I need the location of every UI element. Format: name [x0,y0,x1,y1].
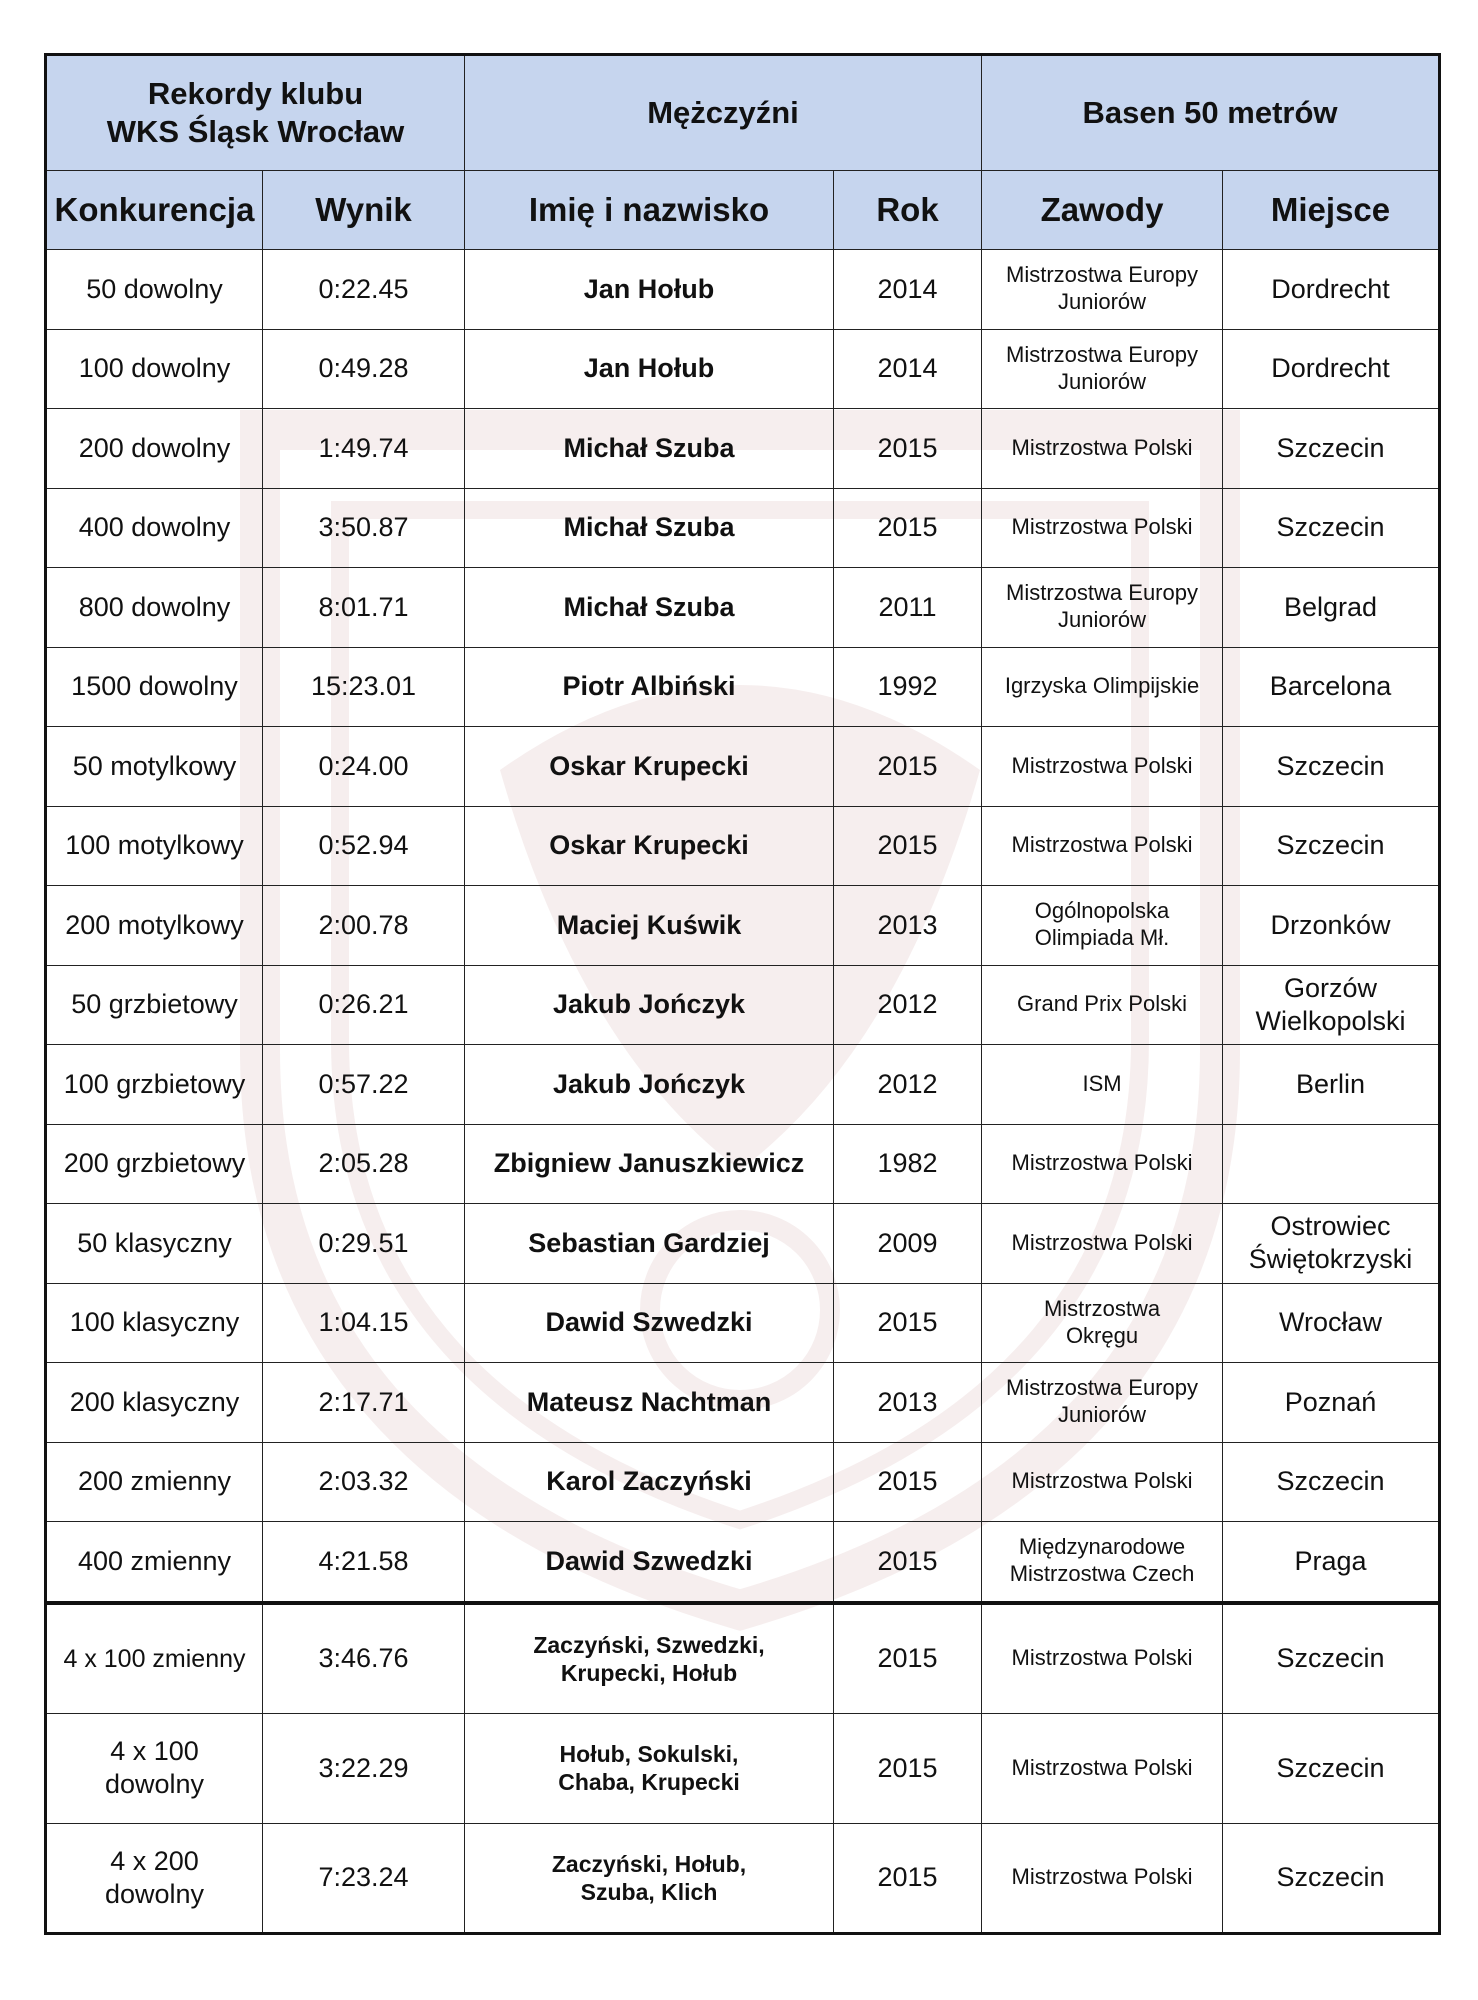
competition-cell-text: Juniorów [1057,368,1147,394]
event-cell [46,1522,263,1603]
year-cell [834,806,982,886]
relay-place-cell-text: Szczecin [1276,1752,1385,1783]
year-cell [834,1522,982,1603]
competition-cell-text: Grand Prix Polski [1017,991,1187,1017]
year-cell [834,1442,982,1522]
year-cell-text: 2015 [877,1466,938,1497]
name-cell-text: Jakub Jończyk [552,989,746,1020]
relay-place-cell [1223,1823,1440,1934]
place-cell [1223,250,1440,330]
event-cell-text: 400 dowolny [78,512,231,543]
event-cell-text: 100 grzbietowy [63,1068,246,1099]
place-cell [1223,727,1440,807]
place-cell [1223,886,1440,966]
club-title-line1: Rekordy klubu [147,76,364,112]
time-cell [263,1363,465,1443]
column-header-row [46,171,1440,250]
name-cell [465,727,834,807]
year-cell [834,1045,982,1125]
table-row [46,1045,1440,1125]
place-cell-text: Szczecin [1276,830,1385,861]
event-cell [46,886,263,966]
table-row [46,965,1440,1045]
competition-cell-text: Olimpiada Mł. [1034,925,1170,951]
time-cell-text: 1:04.15 [318,1307,409,1338]
event-cell [46,568,263,648]
event-cell-text: 400 zmienny [77,1545,232,1576]
competition-cell [982,965,1223,1045]
time-cell-text: 15:23.01 [310,671,417,702]
year-cell [834,965,982,1045]
relay-competition-cell [982,1714,1223,1824]
competition-cell-text: Mistrzostwa Europy [1006,1375,1198,1401]
time-cell [263,1283,465,1363]
place-cell-text: Berlin [1296,1068,1366,1099]
year-cell [834,1204,982,1284]
relay-year-cell [834,1823,982,1934]
club-title-line2: WKS Śląsk Wrocław [106,114,405,149]
competition-cell-text: Mistrzostwa Polski [1011,832,1193,858]
relay-year-cell [834,1603,982,1714]
year-cell-text: 2015 [877,512,938,543]
name-cell [465,329,834,409]
time-cell-text: 0:49.28 [318,353,409,384]
year-cell [834,568,982,648]
name-cell-text: Sebastian Gardziej [528,1227,770,1258]
relay-event-cell-text: 4 x 100 zmienny [63,1644,246,1673]
place-cell [1223,1522,1440,1603]
place-cell-text: Belgrad [1283,591,1378,622]
year-cell-text: 2012 [877,989,938,1020]
competition-cell-text: ISM [1082,1070,1122,1096]
event-cell [46,1124,263,1204]
time-cell [263,1522,465,1603]
name-cell [465,965,834,1045]
relay-event-cell-text: dowolny [104,1878,205,1909]
relay-row [46,1714,1440,1824]
place-cell-text: Poznań [1284,1386,1377,1417]
event-cell-text: 200 klasyczny [69,1386,240,1417]
event-cell-text: 50 klasyczny [77,1227,232,1258]
relay-names-cell-text: Szuba, Klich [580,1878,718,1905]
time-cell-text: 2:03.32 [318,1466,409,1497]
relay-year-cell [834,1714,982,1824]
relay-competition-cell-text: Mistrzostwa Polski [1011,1754,1193,1780]
competition-cell-text: Mistrzostwa Polski [1011,752,1193,778]
event-cell [46,1442,263,1522]
competition-cell [982,806,1223,886]
event-cell [46,250,263,330]
year-cell-text: 2015 [877,1307,938,1338]
time-cell-text: 1:49.74 [318,432,409,463]
time-cell [263,329,465,409]
name-cell [465,886,834,966]
name-cell-text: Maciej Kuświk [556,909,742,940]
relay-event-cell-text: dowolny [104,1769,205,1800]
relay-event-cell [46,1603,263,1714]
time-cell [263,1204,465,1284]
event-cell-text: 100 motylkowy [65,830,244,861]
competition-cell [982,1204,1223,1284]
relay-year-cell-text: 2015 [877,1862,938,1893]
competition-cell [982,1124,1223,1204]
time-cell-text: 0:24.00 [318,750,409,781]
table-row [46,1522,1440,1603]
year-cell [834,409,982,489]
place-cell [1223,1045,1440,1125]
time-cell-text: 3:50.87 [318,512,409,543]
relay-names-cell-text: Zaczyński, Szwedzki, [533,1631,765,1658]
column-header-event: Konkurencja [46,171,263,250]
competition-cell [982,1283,1223,1363]
name-cell-text: Michał Szuba [563,591,735,622]
place-cell [1223,965,1440,1045]
time-cell-text: 8:01.71 [318,591,409,622]
time-cell-text: 0:22.45 [318,273,409,304]
competition-cell [982,1442,1223,1522]
table-row [46,1442,1440,1522]
event-cell [46,1045,263,1125]
relay-names-cell-text: Chaba, Krupecki [558,1769,740,1796]
relay-place-cell [1223,1714,1440,1824]
relay-event-cell-text: 4 x 200 [110,1845,199,1876]
table-row [46,568,1440,648]
relay-time-cell-text: 3:46.76 [318,1643,409,1674]
name-cell-text: Dawid Szwedzki [545,1307,753,1338]
place-cell-text: Dordrecht [1271,273,1390,304]
table-row [46,409,1440,489]
event-cell-text: 800 dowolny [78,591,231,622]
competition-cell [982,647,1223,727]
relay-place-cell [1223,1603,1440,1714]
event-cell-text: 100 klasyczny [69,1307,240,1338]
place-cell-text: Szczecin [1276,750,1385,781]
event-cell-text: 50 dowolny [86,273,223,304]
name-cell [465,1363,834,1443]
relay-names-cell-text: Zaczyński, Hołub, [551,1850,747,1877]
table-row [46,1363,1440,1443]
time-cell [263,409,465,489]
table-row [46,886,1440,966]
name-cell [465,1442,834,1522]
place-cell-text: Wrocław [1279,1307,1383,1338]
year-cell-text: 2015 [877,1545,938,1576]
table-row [46,1283,1440,1363]
time-cell [263,965,465,1045]
competition-cell [982,1363,1223,1443]
name-cell [465,1283,834,1363]
table-row [46,1124,1440,1204]
year-cell [834,1124,982,1204]
name-cell-text: Jakub Jończyk [552,1068,746,1099]
year-cell-text: 2013 [877,909,938,940]
relay-place-cell-text: Szczecin [1276,1643,1385,1674]
competition-cell [982,329,1223,409]
name-cell-text: Mateusz Nachtman [526,1386,772,1417]
event-cell [46,409,263,489]
competition-cell [982,488,1223,568]
year-cell-text: 2014 [877,273,938,304]
competition-cell-text: Juniorów [1057,1402,1147,1428]
time-cell [263,727,465,807]
relay-row [46,1823,1440,1934]
year-cell-text: 2011 [878,591,937,622]
year-cell-text: 1992 [877,671,938,702]
event-cell [46,329,263,409]
event-cell-text: 50 motylkowy [72,750,237,781]
relay-time-cell-text: 7:23.24 [318,1862,409,1893]
time-cell-text: 0:52.94 [318,830,409,861]
place-cell-text: Wielkopolski [1255,1005,1406,1036]
time-cell [263,488,465,568]
place-cell [1223,1442,1440,1522]
competition-cell-text: Okręgu [1065,1322,1139,1348]
place-cell-text: Dordrecht [1271,353,1390,384]
year-cell [834,1363,982,1443]
competition-cell-text: Juniorów [1057,607,1147,633]
event-cell [46,965,263,1045]
relay-event-cell [46,1823,263,1934]
relay-row [46,1603,1440,1714]
year-cell-text: 1982 [877,1148,938,1179]
year-cell-text: 2013 [877,1386,938,1417]
place-cell-text: Barcelona [1269,671,1392,702]
place-cell-text: Praga [1294,1545,1367,1576]
relay-names-cell-text: Hołub, Sokulski, [559,1741,739,1768]
relay-competition-cell-text: Mistrzostwa Polski [1011,1645,1193,1671]
place-cell [1223,409,1440,489]
year-cell [834,727,982,807]
time-cell [263,886,465,966]
event-cell-text: 200 motylkowy [65,909,244,940]
competition-cell [982,886,1223,966]
relay-time-cell [263,1714,465,1824]
name-cell-text: Michał Szuba [563,512,735,543]
club-title [46,55,465,171]
event-cell-text: 1500 dowolny [71,671,238,702]
place-cell [1223,647,1440,727]
year-cell-text: 2015 [877,432,938,463]
name-cell-text: Jan Hołub [583,273,715,304]
competition-cell-text: Mistrzostwa Polski [1011,1229,1193,1255]
name-cell [465,647,834,727]
competition-cell-text: Mistrzostwa Polski [1011,514,1193,540]
relay-names-cell [465,1823,834,1934]
competition-cell-text: Mistrzostwa Europy [1006,262,1198,288]
place-cell-text: Ostrowiec [1270,1211,1391,1242]
column-header-year: Rok [834,171,982,250]
name-cell [465,568,834,648]
competition-cell [982,727,1223,807]
relay-event-cell-text: 4 x 100 [110,1736,199,1767]
relay-year-cell-text: 2015 [877,1643,938,1674]
year-cell-text: 2009 [877,1227,938,1258]
time-cell-text: 2:17.71 [318,1386,409,1417]
place-cell [1223,568,1440,648]
place-cell-text: Drzonków [1270,909,1391,940]
year-cell-text: 2015 [877,750,938,781]
place-cell-text: Szczecin [1276,1466,1385,1497]
relay-competition-cell [982,1823,1223,1934]
time-cell-text: 0:29.51 [318,1227,409,1258]
event-cell-text: 200 dowolny [78,432,231,463]
relay-competition-cell [982,1603,1223,1714]
table-row [46,329,1440,409]
place-cell [1223,488,1440,568]
time-cell [263,568,465,648]
place-cell [1223,329,1440,409]
competition-cell [982,250,1223,330]
competition-cell-text: Mistrzostwa Europy [1006,580,1198,606]
event-cell [46,488,263,568]
name-cell-text: Piotr Albiński [562,671,736,702]
competition-cell [982,409,1223,489]
year-cell [834,250,982,330]
time-cell [263,806,465,886]
place-cell [1223,1363,1440,1443]
name-cell [465,488,834,568]
event-cell [46,806,263,886]
year-cell [834,1283,982,1363]
gender-title: Mężczyźni [465,55,982,171]
competition-cell-text: Ogólnopolska [1034,898,1170,924]
competition-cell-text: Mistrzostwa Czech [1009,1561,1195,1587]
place-cell-text: Szczecin [1276,432,1385,463]
column-header-competition: Zawody [982,171,1223,250]
name-cell [465,1522,834,1603]
year-cell [834,329,982,409]
relay-time-cell [263,1603,465,1714]
name-cell [465,250,834,330]
club-records-table [44,53,1441,1935]
time-cell [263,1442,465,1522]
column-header-place: Miejsce [1223,171,1440,250]
time-cell [263,647,465,727]
name-cell-text: Zbigniew Januszkiewicz [493,1148,805,1179]
relay-place-cell-text: Szczecin [1276,1862,1385,1893]
event-cell [46,727,263,807]
name-cell-text: Dawid Szwedzki [545,1545,753,1576]
event-cell [46,647,263,727]
event-cell [46,1204,263,1284]
competition-cell [982,1522,1223,1603]
time-cell-text: 0:26.21 [318,989,409,1020]
competition-cell-text: Międzynarodowe [1018,1534,1186,1560]
year-cell-text: 2015 [877,830,938,861]
place-cell-text: Świętokrzyski [1248,1244,1413,1275]
name-cell [465,1045,834,1125]
time-cell-text: 2:05.28 [318,1148,409,1179]
name-cell [465,409,834,489]
place-cell [1223,806,1440,886]
place-cell [1223,1124,1440,1204]
name-cell-text: Jan Hołub [583,353,715,384]
place-cell-text: Gorzów [1284,972,1378,1003]
name-cell [465,806,834,886]
year-cell-text: 2012 [877,1068,938,1099]
event-cell-text: 100 dowolny [78,353,231,384]
name-cell [465,1204,834,1284]
competition-cell-text: Igrzyska Olimpijskie [1004,673,1200,699]
competition-cell-text: Mistrzostwa Polski [1011,1468,1193,1494]
name-cell-text: Oskar Krupecki [549,830,749,861]
table-row [46,647,1440,727]
event-cell-text: 200 grzbietowy [63,1148,246,1179]
pool-title: Basen 50 metrów [982,55,1440,171]
table-row [46,727,1440,807]
event-cell-text: 50 grzbietowy [71,989,238,1020]
competition-cell-text: Juniorów [1057,289,1147,315]
time-cell [263,1045,465,1125]
table-row [46,1204,1440,1284]
relay-names-cell [465,1603,834,1714]
column-header-time: Wynik [263,171,465,250]
time-cell-text: 2:00.78 [318,909,409,940]
table-row [46,806,1440,886]
name-cell-text: Oskar Krupecki [549,750,749,781]
time-cell [263,1124,465,1204]
relay-names-cell [465,1714,834,1824]
competition-cell-text: Mistrzostwa Europy [1006,341,1198,367]
time-cell [263,250,465,330]
year-cell [834,488,982,568]
name-cell-text: Michał Szuba [563,432,735,463]
time-cell-text: 0:57.22 [318,1068,409,1099]
year-cell [834,647,982,727]
relay-names-cell-text: Krupecki, Hołub [560,1659,738,1686]
competition-cell-text: Mistrzostwa Polski [1011,434,1193,460]
competition-cell [982,1045,1223,1125]
event-cell [46,1363,263,1443]
relay-event-cell [46,1714,263,1824]
relay-time-cell-text: 3:22.29 [318,1752,409,1783]
name-cell-text: Karol Zaczyński [546,1466,752,1497]
year-cell-text: 2014 [877,353,938,384]
column-header-name: Imię i nazwisko [465,171,834,250]
time-cell-text: 4:21.58 [318,1545,409,1576]
relay-time-cell [263,1823,465,1934]
place-cell-text: Szczecin [1276,512,1385,543]
table-row [46,488,1440,568]
title-row [46,55,1440,171]
year-cell [834,886,982,966]
table-row [46,250,1440,330]
event-cell-text: 200 zmienny [77,1466,232,1497]
place-cell [1223,1204,1440,1284]
competition-cell [982,568,1223,648]
relay-year-cell-text: 2015 [877,1752,938,1783]
competition-cell-text: Mistrzostwa [1043,1295,1161,1321]
relay-competition-cell-text: Mistrzostwa Polski [1011,1864,1193,1890]
competition-cell-text: Mistrzostwa Polski [1011,1150,1193,1176]
place-cell [1223,1283,1440,1363]
name-cell [465,1124,834,1204]
event-cell [46,1283,263,1363]
